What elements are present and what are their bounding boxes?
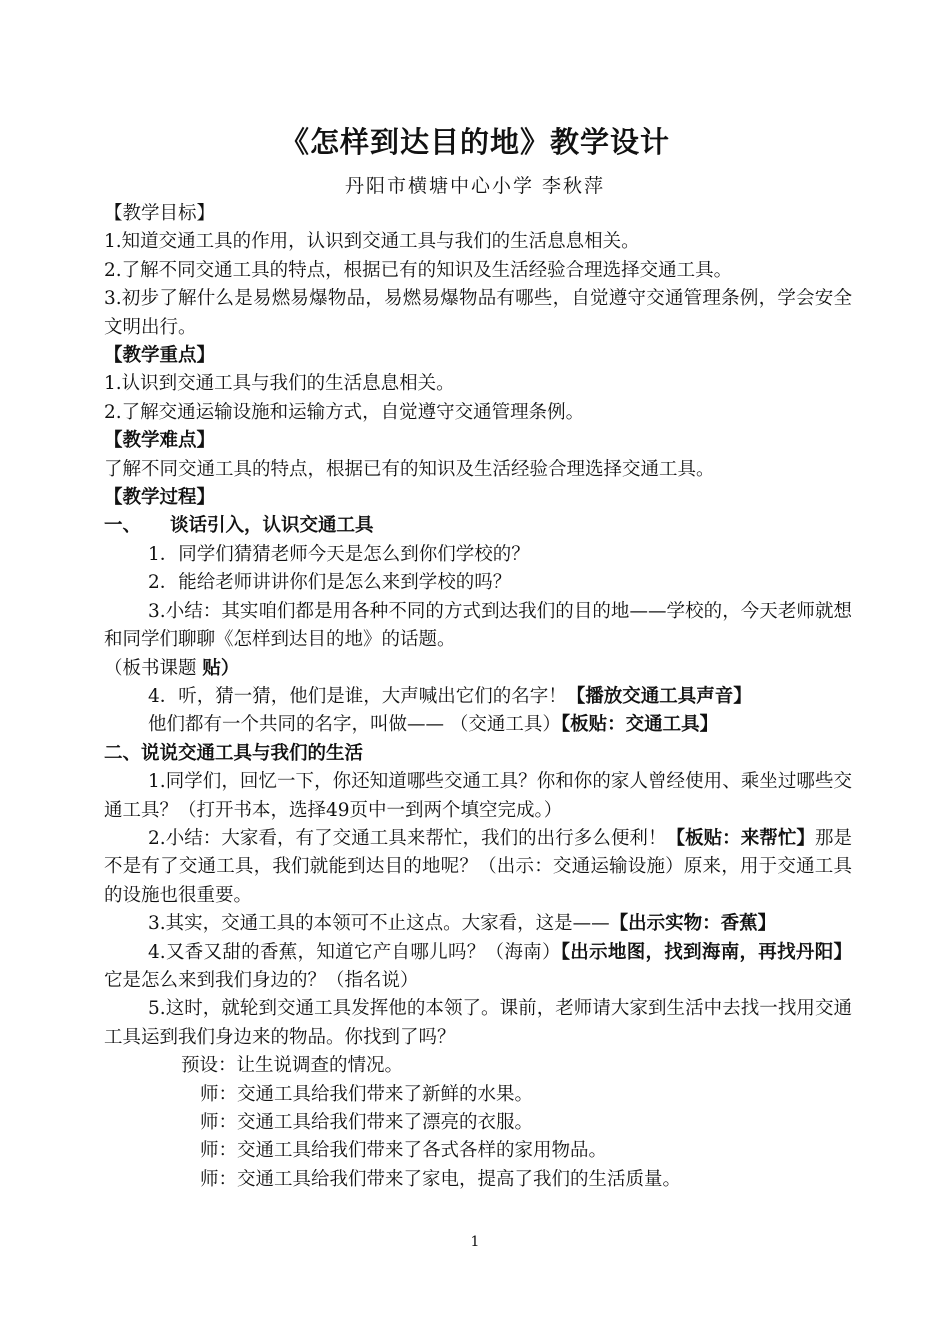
section1-para-4-text: 4．听，猜一猜，他们是谁，大声喊出它们的名字！ (148, 685, 567, 707)
page-number: 1 (470, 1234, 480, 1250)
section1-para-4-emphasis: 【播放交通工具声音】 (566, 685, 752, 707)
section2-para-2-text-b: 那是不是有了交通工具，我们就能到达目的地呢？（出示：交通运输设施）原来，用于交通工具的设施也很重要。 (104, 827, 852, 906)
key-point-item-1: 1.认识到交通工具与我们的生活息息相关。 (104, 373, 455, 395)
section1-para-5-emphasis: 【板贴：交通工具】 (560, 714, 719, 736)
section1-board-note (104, 655, 852, 683)
section2-para-4-text-a: 4.又香又甜的香蕉，知道它产自哪儿吗？（海南） (148, 941, 561, 963)
preset-line: 预设：让生说调查的情况。 (181, 1055, 404, 1077)
section1-heading (104, 512, 852, 540)
section1-para-5-text: 他们都有一个共同的名字，叫做—— （交通工具） (148, 714, 561, 736)
document-title: 《怎样到达目的地》教学设计 (279, 125, 670, 159)
teacher-line-3: 师：交通工具给我们带来了各式各样的家用物品。 (200, 1140, 608, 1162)
section1-title: 谈话引入，认识交通工具 (170, 515, 374, 537)
difficulties-heading: 【教学难点】 (104, 430, 216, 452)
board-note-text: （板书课题 (104, 657, 203, 679)
section2-para-2-emphasis: 【板贴：来帮忙】 (666, 827, 815, 849)
teacher-line-2: 师：交通工具给我们带来了漂亮的衣服。 (200, 1112, 534, 1133)
section2-para-4 (104, 939, 852, 996)
section2-para-5: 5.这时，就轮到交通工具发挥他的本领了。课前，老师请大家到生活中去找一找用交通工具运到我们身边来的物品。你找到了吗？ (104, 998, 852, 1048)
section1-number: 一、 (104, 515, 142, 537)
goal-item-2: 2.了解不同交通工具的特点，根据已有的知识及生活经验合理选择交通工具。 (104, 259, 733, 281)
section1-para-3: 3.小结：其实咱们都是用各种不同的方式到达我们的目的地——学校的，今天老师就想和同学们聊聊《怎样到达目的地》的话题。 (104, 600, 852, 651)
goals-heading: 【教学目标】 (104, 203, 216, 224)
section2-para-3 (104, 910, 852, 938)
section1-para-1: 1．同学们猜猜老师今天是怎么到你们学校的？ (148, 543, 530, 565)
section2-para-4-text-b: 它是怎么来到我们身边的？（指名说） (104, 969, 419, 991)
section1-para-5 (104, 711, 852, 739)
document-body (104, 200, 852, 1194)
section2-para-3-emphasis: 【出示实物：香蕉】 (609, 913, 777, 935)
key-points-heading: 【教学重点】 (104, 345, 216, 367)
section1-para-2: 2．能给老师讲讲你们是怎么来到学校的吗？ (148, 572, 512, 594)
author-line: 丹阳市横塘中心小学 李秋萍 (344, 175, 606, 197)
section1-para-4 (104, 683, 852, 711)
process-heading: 【教学过程】 (104, 487, 216, 509)
teacher-line-4: 师：交通工具给我们带来了家电，提高了我们的生活质量。 (200, 1168, 682, 1190)
goal-item-1: 1.知道交通工具的作用，认识到交通工具与我们的生活息息相关。 (104, 231, 640, 253)
section2-para-2-text-a: 2.小结：大家看，有了交通工具来帮忙，我们的出行多么便利！ (148, 827, 667, 849)
key-point-item-2: 2.了解交通运输设施和运输方式，自觉遵守交通管理条例。 (104, 401, 585, 423)
section2-para-4-emphasis: 【出示地图，找到海南，再找丹阳】 (560, 941, 852, 963)
teacher-line-1: 师：交通工具给我们带来了新鲜的水果。 (200, 1083, 534, 1105)
section2-para-1: 1.同学们，回忆一下，你还知道哪些交通工具？你和你的家人曾经使用、乘坐过哪些交通工具？（打开书本，选择49页中一到两个填空完成。） (104, 771, 852, 821)
difficulties-text: 了解不同交通工具的特点，根据已有的知识及生活经验合理选择交通工具。 (104, 458, 715, 480)
section2-para-2 (104, 825, 852, 910)
board-note-emphasis: 贴） (202, 657, 240, 679)
section2-para-3-text: 3.其实，交通工具的本领可不止这点。大家看，这是—— (148, 913, 610, 935)
section2-heading: 二、说说交通工具与我们的生活 (104, 742, 364, 764)
goal-item-3: 3.初步了解什么是易燃易爆物品，易燃易爆物品有哪些，自觉遵守交通管理条例，学会安全文明出行。 (104, 288, 852, 338)
